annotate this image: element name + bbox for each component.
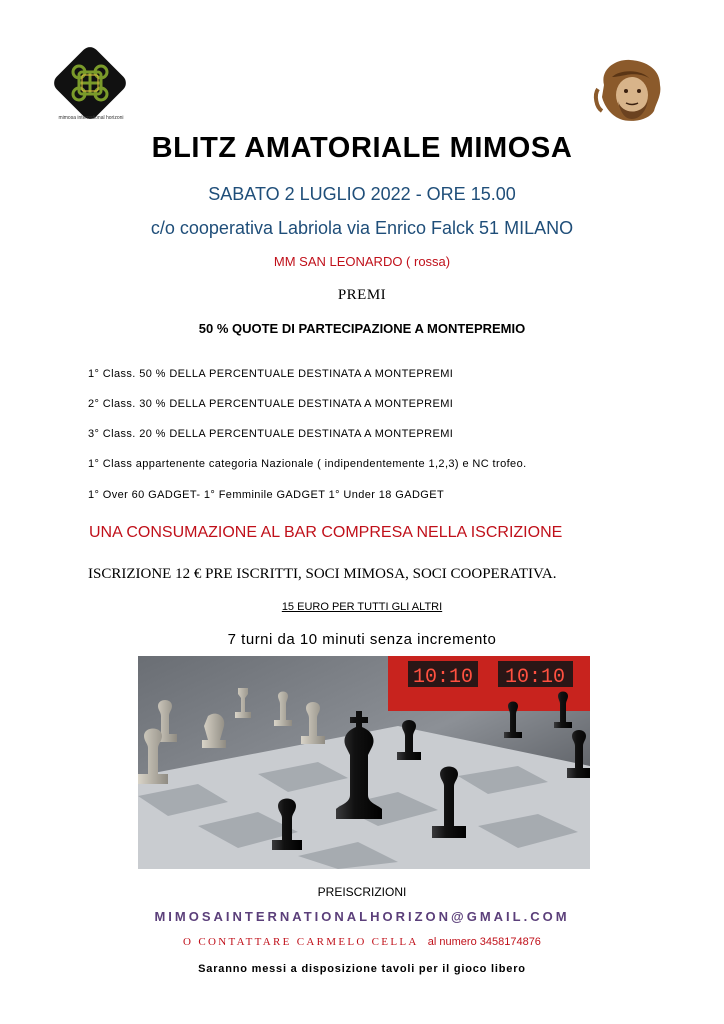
portrait-sketch-icon bbox=[590, 55, 670, 125]
prize-item: 1° Class appartenente categoria Nazionale ( indipendentemente 1,2,3) e NC trofeo. bbox=[88, 458, 527, 470]
event-address: c/o cooperativa Labriola via Enrico Falck 51 MILANO bbox=[150, 218, 574, 238]
prize-item: 3° Class. 20 % DELLA PERCENTUALE DESTINATA A MONTEPREMI bbox=[88, 428, 454, 440]
svg-text:10:10: 10:10 bbox=[504, 666, 566, 689]
premi-heading: PREMI bbox=[337, 287, 387, 303]
mimosa-logo bbox=[55, 52, 125, 124]
logo-caption: mimosa international horizoni bbox=[58, 115, 124, 121]
other-fee: 15 EURO PER TUTTI GLI ALTRI bbox=[281, 601, 443, 613]
event-date: SABATO 2 LUGLIO 2022 - ORE 15.00 bbox=[208, 184, 516, 204]
contact-email[interactable]: MIMOSAINTERNATIONALHORIZON@GMAIL.COM bbox=[154, 909, 570, 924]
chess-clock-icon bbox=[388, 656, 590, 711]
event-title: BLITZ AMATORIALE MIMOSA bbox=[151, 132, 573, 164]
svg-text:10:10: 10:10 bbox=[412, 666, 474, 689]
prize-pool-line: 50 % QUOTE DI PARTECIPAZIONE A MONTEPREMIO bbox=[198, 321, 526, 336]
contact-line bbox=[0, 936, 724, 948]
prize-item: 1° Class. 50 % DELLA PERCENTUALE DESTINATA A MONTEPREMI bbox=[88, 368, 454, 380]
free-play-note: Saranno messi a disposizione tavoli per il gioco libero bbox=[198, 963, 526, 975]
rounds-info: 7 turni da 10 minuti senza incremento bbox=[227, 631, 497, 648]
registration-fee: ISCRIZIONE 12 € PRE ISCRITTI, SOCI MIMOSA, SOCI COOPERATIVA. bbox=[88, 566, 557, 582]
chess-photo bbox=[138, 656, 590, 869]
knot-emblem-icon bbox=[65, 58, 115, 108]
bar-consumption-note: UNA CONSUMAZIONE AL BAR COMPRESA NELLA ISCRIZIONE bbox=[89, 524, 563, 541]
prize-item: 2° Class. 30 % DELLA PERCENTUALE DESTINATA A MONTEPREMI bbox=[88, 398, 454, 410]
contact-name: O CONTATTARE CARMELO CELLA bbox=[183, 936, 419, 948]
metro-station: MM SAN LEONARDO ( rossa) bbox=[273, 254, 451, 269]
preregistration-label: PREISCRIZIONI bbox=[317, 885, 407, 899]
contact-phone: al numero 3458174876 bbox=[427, 936, 541, 948]
prize-item: 1° Over 60 GADGET- 1° Femminile GADGET 1° Under 18 GADGET bbox=[88, 489, 445, 501]
